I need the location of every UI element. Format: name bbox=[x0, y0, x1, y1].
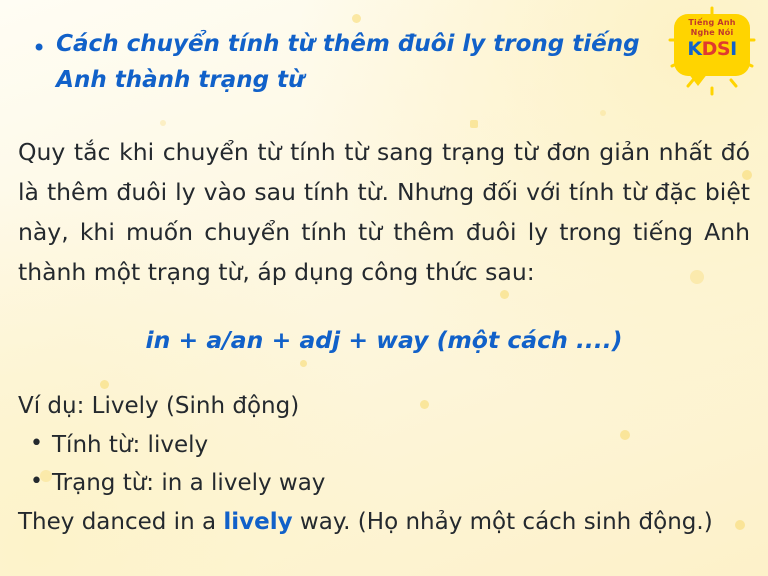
logo-line-2: Nghe Nói bbox=[690, 28, 734, 37]
final-sentence bbox=[18, 504, 750, 540]
example-bullet-list bbox=[14, 426, 754, 502]
logo-letter-k: K bbox=[687, 38, 702, 60]
final-sentence-after: way. (Họ nhảy một cách sinh động.) bbox=[292, 509, 713, 535]
logo-letter-ds: DS bbox=[701, 38, 731, 60]
title-block bbox=[18, 26, 754, 98]
title-bullet-icon: • bbox=[32, 34, 47, 62]
logo-wordmark bbox=[666, 38, 758, 60]
example-label: Ví dụ: Lively (Sinh động) bbox=[18, 393, 300, 419]
final-sentence-before: They danced in a bbox=[18, 509, 224, 535]
page-title: Cách chuyển tính từ thêm đuôi ly trong tiếng Anh thành trạng từ bbox=[56, 31, 640, 93]
brand-logo bbox=[666, 6, 758, 98]
logo-line-1: Tiếng Anh bbox=[688, 18, 736, 27]
final-sentence-highlight: lively bbox=[223, 509, 293, 535]
formula-text: in + a/an + adj + way (một cách ....) bbox=[145, 326, 623, 354]
logo-letter-i: I bbox=[730, 38, 737, 60]
list-item: • Tính từ: lively bbox=[52, 426, 754, 464]
body-paragraph: Quy tắc khi chuyển từ tính từ sang trạng từ đơn giản nhất đó là thêm đuôi ly vào sau tính từ. Nhưng đối với tính từ đặc biệt này, khi muốn chuyển tính từ thêm đuôi ly trong tiếng Anh thành một trạng từ, áp dụng công thức sau: bbox=[18, 138, 750, 286]
list-item: • Trạng từ: in a lively way bbox=[52, 464, 754, 502]
